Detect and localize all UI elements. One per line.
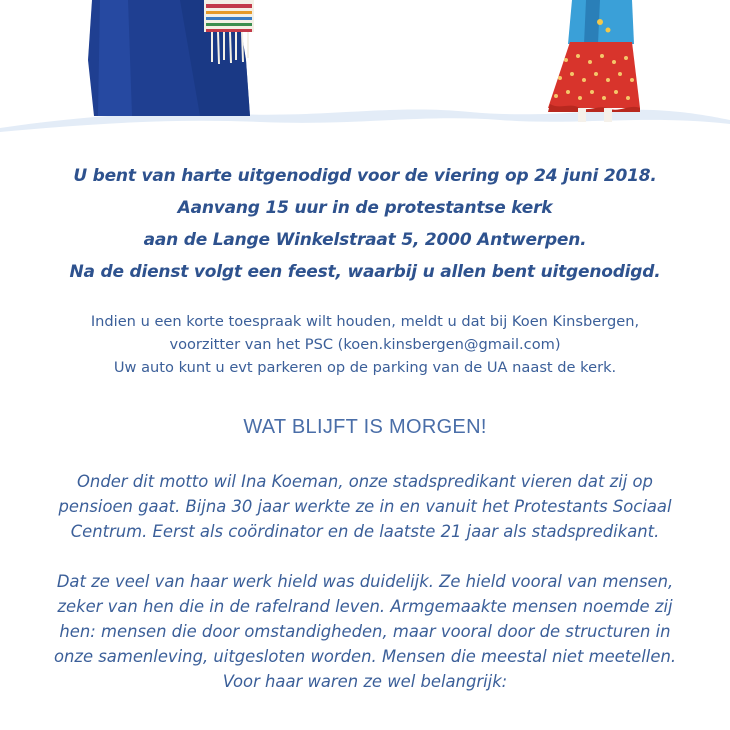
story-line: Centrum. Eerst als coördinator en de laatste 21 jaar als stadspredikant. xyxy=(70,522,660,541)
story-line: pensioen gaat. Bijna 30 jaar werkte ze in en vanuit het Protestants Sociaal xyxy=(58,497,672,516)
story-paragraph-1 xyxy=(0,469,730,544)
story-line: Dat ze veel van haar werk hield was duidelijk. Ze hield vooral van mensen, xyxy=(56,572,674,591)
story-paragraph-2 xyxy=(0,569,730,694)
story-line: zeker van hen die in de rafelrand leven. Armgemaakte mensen noemde zij xyxy=(57,597,673,616)
speech-line: voorzitter van het PSC (koen.kinsbergen@gmail.com) xyxy=(169,336,561,353)
header-illustration xyxy=(0,0,730,150)
invitation-line: Na de dienst volgt een feest, waarbij u allen bent uitgenodigd. xyxy=(69,262,661,282)
header-banner xyxy=(0,0,730,150)
story-line: Onder dit motto wil Ina Koeman, onze stadspredikant vieren dat zij op xyxy=(77,472,653,491)
figure-right-red-skirt xyxy=(548,0,640,122)
story-line: onze samenleving, uitgesloten worden. Mensen die meestal niet meetellen. xyxy=(53,647,677,666)
figure-left-blue-robe xyxy=(88,0,254,116)
info-block xyxy=(0,310,730,379)
main-content xyxy=(0,160,730,694)
invitation-line: Aanvang 15 uur in de protestantse kerk xyxy=(177,198,553,218)
story-line: Voor haar waren ze wel belangrijk: xyxy=(222,672,508,691)
parking-note: Uw auto kunt u evt parkeren op de parking van de UA naast de kerk. xyxy=(113,359,617,376)
story-line: hen: mensen die door omstandigheden, maar vooral door de structuren in xyxy=(59,622,671,641)
invitation-line: aan de Lange Winkelstraat 5, 2000 Antwerpen. xyxy=(143,230,587,250)
story-block xyxy=(0,469,730,694)
invitation-line: U bent van harte uitgenodigd voor de viering op 24 juni 2018. xyxy=(73,166,657,186)
motto-heading: WAT BLIJFT IS MORGEN! xyxy=(243,416,487,438)
speech-line: Indien u een korte toespraak wilt houden, meldt u dat bij Koen Kinsbergen, xyxy=(90,313,640,330)
invitation-block xyxy=(0,160,730,288)
